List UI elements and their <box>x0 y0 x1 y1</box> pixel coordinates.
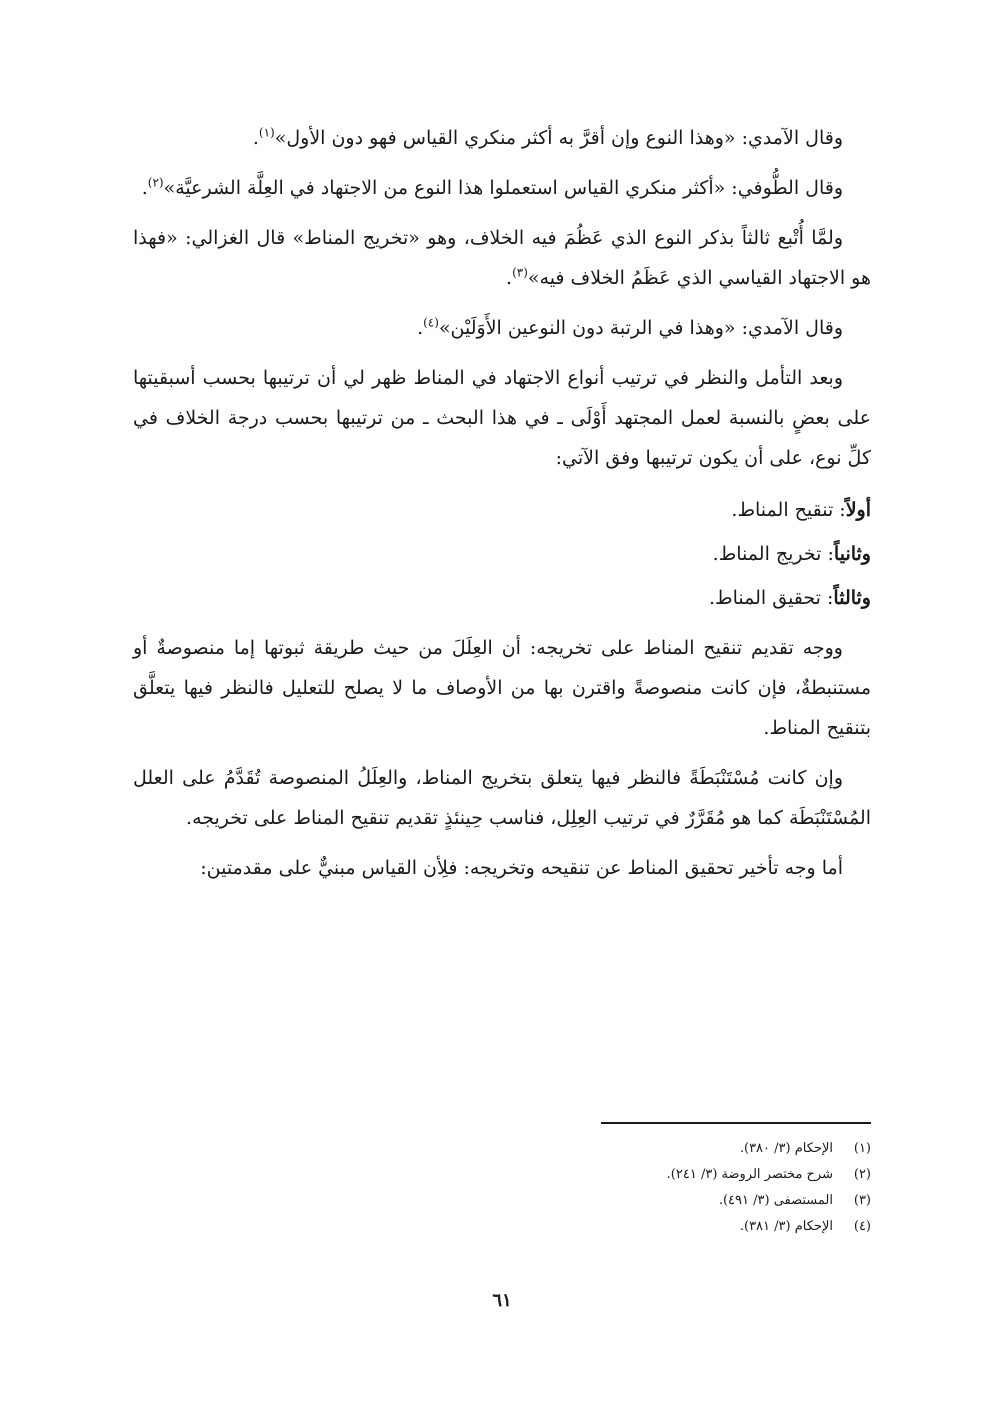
paragraph-end: . <box>506 267 513 289</box>
footnote-reference: (٤) <box>423 315 439 330</box>
footnote-reference: (١) <box>258 125 275 140</box>
footnote <box>601 1214 871 1240</box>
list-item <box>133 532 871 576</box>
footnotes <box>601 1122 871 1240</box>
page-number: ٦١ <box>492 1290 512 1311</box>
paragraph-tufi-quote <box>133 168 871 208</box>
paragraph-text: ولمَّا أُتْبع ثالثاً بذكر النوع الذي عَظُمَ فيه الخلاف، وهو «تخريج المناط» قال الغزالي: «فهذا هو الاجتهاد القياسي الذي عَظَمُ الخلاف فيه» <box>133 227 871 289</box>
footnote-reference: (٢) <box>147 175 164 190</box>
paragraph-tanqih-reason: ووجه تقديم تنقيح المناط على تخريجه: أن العِلَلَ من حيث طريقة ثبوتها إما منصوصةٌ أو مستنبطةٌ، فإن كانت منصوصةً واقترن بها من الأوصاف ما لا يصلح للتعليل فالنظر فيها يتعلَّق بتنقيح المناط. <box>133 637 871 739</box>
list-item <box>133 488 871 532</box>
list-item-text: : تنقيح المناط. <box>731 499 846 521</box>
list-item-head: أولاً <box>845 499 871 521</box>
list-item <box>133 576 871 620</box>
footnote <box>601 1162 871 1188</box>
paragraph-ordering: وبعد التأمل والنظر في ترتيب أنواع الاجتهاد في المناط ظهر لي أن ترتيبها بحسب أسبقيتها على بعضٍ بالنسبة لعمل المجتهد أَوْلَى ـ في هذا البحث ـ من ترتيبها بحسب درجة الخلاف في كلِّ نوع، على أن يكون ترتيبها وفق الآتي: <box>133 367 871 469</box>
footnote-number: (٣) <box>853 1193 871 1208</box>
footnote-text: المستصفى (٣/ ٤٩١). <box>718 1193 833 1208</box>
list-item-head: وثالثاً <box>833 587 871 609</box>
footnote-text: شرح مختصر الروضة (٣/ ٢٤١). <box>666 1167 833 1182</box>
footnote-text: الإحكام (٣/ ٣٨١). <box>739 1219 833 1234</box>
paragraph-text: وقال الآمدي: «وهذا النوع وإن أقرَّ به أكثر منكري القياس فهو دون الأول» <box>274 127 843 149</box>
list-item-head: وثانياً <box>833 543 871 565</box>
paragraph-end: . <box>141 177 148 199</box>
footnote-number: (٢) <box>853 1167 871 1182</box>
footnote <box>601 1136 871 1162</box>
paragraph-ghazali-quote <box>133 218 871 298</box>
paragraph-tahqiq-reason: أما وجه تأخير تحقيق المناط عن تنقيحه وتخريجه: فلِأن القياس مبنيٌّ على مقدمتين: <box>200 857 843 879</box>
footnote <box>601 1188 871 1214</box>
paragraph-end: . <box>252 127 259 149</box>
ordering-list <box>133 488 871 620</box>
paragraph-amidi-rank <box>133 308 871 348</box>
list-item-text: : تحقيق المناط. <box>709 587 834 609</box>
footnote-number: (٤) <box>853 1219 871 1234</box>
page-body <box>133 118 871 898</box>
paragraph-mustanbata: وإن كانت مُسْتَنْبَطَةً فالنظر فيها يتعلق بتخريج المناط، والعِلَلُ المنصوصة تُقَدَّمُ على العلل المُسْتَنْبَطَة كما هو مُقَرَّرٌ في ترتيب العِلِل، فناسب حِينئذٍ تقديم تنقيح المناط على تخريجه. <box>133 767 871 829</box>
paragraph-text: وقال الآمدي: «وهذا في الرتبة دون النوعين الأَوَلَيْن» <box>438 317 843 339</box>
footnote-number: (١) <box>853 1141 871 1156</box>
paragraph-text: وقال الطُّوفي: «أكثر منكري القياس استعملوا هذا النوع من الاجتهاد في العِلَّة الشرعيَّة» <box>163 177 843 199</box>
footnote-reference: (٣) <box>512 265 528 280</box>
paragraph-end: . <box>417 317 424 339</box>
list-item-text: : تخريج المناط. <box>712 543 834 565</box>
footnote-text: الإحكام (٣/ ٣٨٠). <box>739 1141 833 1156</box>
paragraph-amidi-quote <box>133 118 871 158</box>
